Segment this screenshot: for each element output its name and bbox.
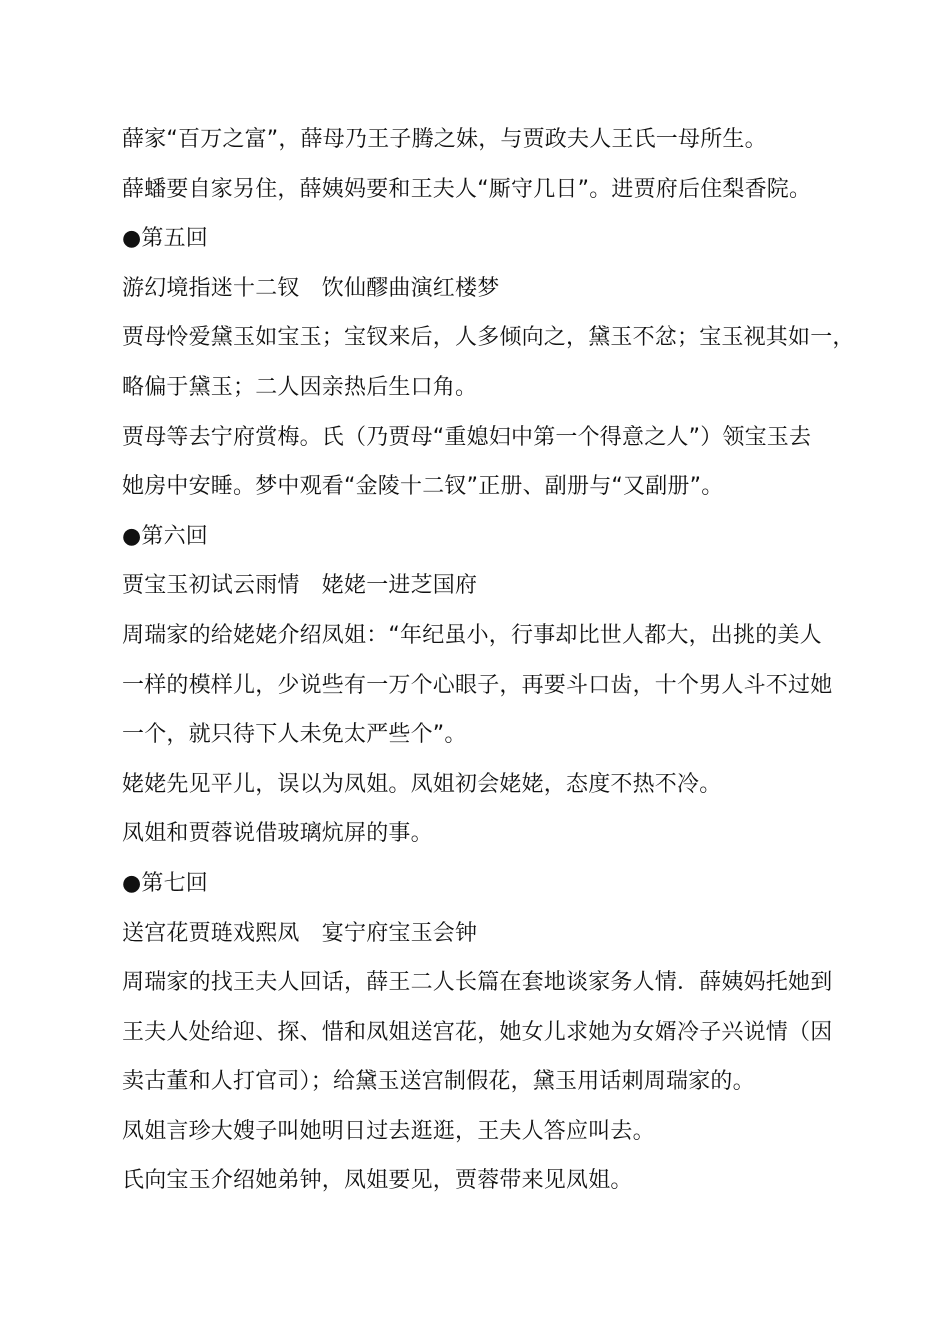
chapter-title: 贾宝玉初试云雨情 姥姥一进芝国府 (122, 573, 478, 599)
chapter-heading: ●第六回 (122, 523, 208, 549)
text-line: 略偏于黛玉；二人因亲热后生口角。 (122, 374, 478, 400)
chapter-title: 游幻境指迷十二钗 饮仙醪曲演红楼梦 (122, 275, 500, 301)
text-line: 贾母等去宁府赏梅。氏（乃贾母“重媳妇中第一个得意之人”）领宝玉去 (122, 424, 812, 450)
text-line: 卖古董和人打官司）；给黛玉送宫制假花，黛玉用话刺周瑞家的。 (122, 1069, 755, 1095)
text-line: 周瑞家的给姥姥介绍凤姐：“年纪虽小，行事却比世人都大，出挑的美人 (122, 622, 822, 648)
text-line: 她房中安睡。梦中观看“金陵十二钗”正册、副册与“又副册”。 (122, 474, 724, 500)
text-line: 薛家“百万之富”，薛母乃王子腾之妹，与贾政夫人王氏一母所生。 (122, 127, 767, 152)
text-line: 凤姐和贾蓉说借玻璃炕屏的事。 (122, 821, 433, 847)
text-line: 薛蟠要自家另住，薛姨妈要和王夫人“厮守几日”。进贾府后住梨香院。 (122, 176, 812, 202)
document-page (122, 115, 882, 1206)
text-line: 一个，就只待下人未免太严些个”。 (122, 722, 467, 748)
text-line: 凤姐言珍大嫂子叫她明日过去逛逛，王夫人答应叫去。 (122, 1118, 655, 1144)
text-line: 王夫人处给迎、探、惜和凤姐送宫花，她女儿求她为女婿冷子兴说情（因 (122, 1019, 833, 1045)
chapter-heading: ●第七回 (122, 870, 208, 896)
text-line: 贾母怜爱黛玉如宝玉；宝钗来后，人多倾向之，黛玉不忿；宝玉视其如一， (122, 325, 855, 351)
text-line: 氏向宝玉介绍她弟钟，凤姐要见，贾蓉带来见凤姐。 (122, 1168, 633, 1194)
text-line: 周瑞家的找王夫人回话，薛王二人长篇在套地谈家务人情．薛姨妈托她到 (122, 970, 833, 996)
text-line: 一样的模样儿，少说些有一万个心眼子，再要斗口齿，十个男人斗不过她 (122, 672, 833, 698)
chapter-title: 送宫花贾琏戏熙凤 宴宁府宝玉会钟 (122, 920, 478, 946)
text-line: 姥姥先见平儿，误以为凤姐。凤姐初会姥姥，态度不热不冷。 (122, 771, 722, 797)
chapter-heading: ●第五回 (122, 226, 208, 252)
